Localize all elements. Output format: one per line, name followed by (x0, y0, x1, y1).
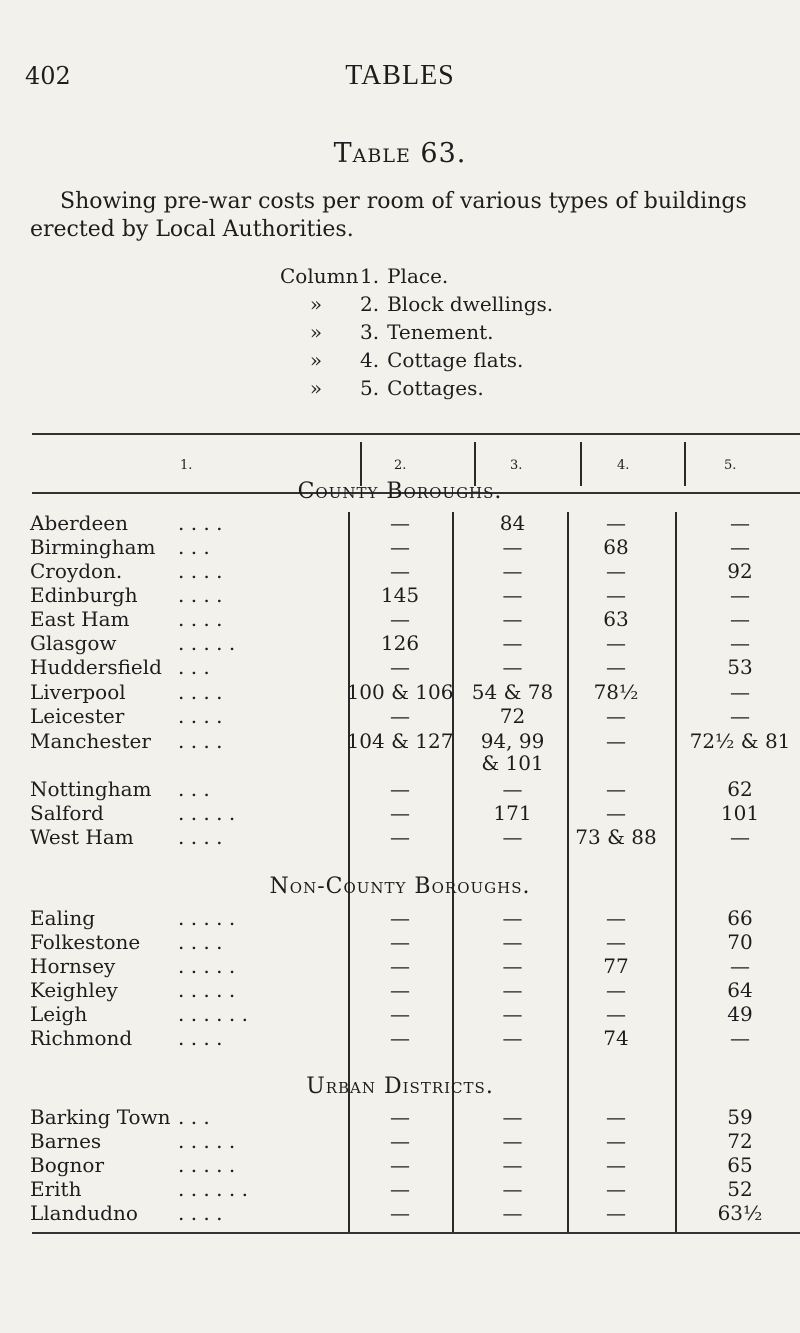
leader-dots: . . . . (178, 1026, 223, 1050)
cell-tenement: 54 & 78 (471, 680, 554, 704)
cell-tenement: — (502, 583, 523, 607)
table-row (0, 655, 800, 677)
cell-cottages: 63½ (717, 1201, 763, 1225)
place-name: Manchester (30, 729, 151, 753)
table-row (0, 1153, 800, 1175)
cell-cottages: — (730, 631, 750, 655)
cell-cottage-flats: — (606, 704, 626, 728)
legend-row (280, 290, 800, 318)
cell-cottage-flats: 77 (603, 954, 629, 978)
running-title: TABLES (345, 60, 455, 91)
place-name: West Ham (30, 825, 134, 849)
cell-tenement: — (502, 631, 523, 655)
legend-prefix: » (309, 376, 323, 400)
legend-number: 4. (360, 348, 380, 372)
cell-cottages: — (730, 704, 750, 728)
table-bottom-rule (32, 1232, 800, 1234)
place-name: Erith (30, 1177, 82, 1201)
legend-number: 1. (360, 264, 380, 288)
table-title: Table 63. (333, 138, 467, 169)
cell-tenement-continued: & 101 (481, 751, 544, 775)
table-row (0, 801, 800, 823)
cell-block-dwellings: — (390, 655, 410, 679)
table-row (0, 1105, 800, 1127)
table-row (0, 1026, 800, 1048)
cell-block-dwellings: 126 (380, 631, 420, 655)
place-name: Bognor (30, 1153, 105, 1177)
section-title-county-boroughs: County Boroughs. (297, 479, 503, 504)
legend-label: Tenement. (387, 320, 494, 344)
cell-tenement: — (502, 825, 523, 849)
leader-dots: . . . . (178, 607, 223, 631)
cell-tenement: — (502, 655, 523, 679)
cell-block-dwellings: — (390, 801, 410, 825)
cell-block-dwellings: 104 & 127 (346, 729, 454, 753)
cell-tenement: 84 (499, 511, 526, 535)
column-header-4: 4. (617, 458, 630, 473)
place-name: Aberdeen (30, 511, 128, 535)
cell-cottage-flats: — (606, 559, 626, 583)
cell-block-dwellings: — (390, 607, 410, 631)
cell-cottage-flats: — (606, 1177, 626, 1201)
leader-dots: . . . . (178, 729, 223, 753)
cell-cottage-flats: 73 & 88 (575, 825, 657, 849)
cell-cottage-flats: 74 (603, 1026, 629, 1050)
leader-dots: . . . . (178, 511, 223, 535)
column-legend (280, 262, 800, 402)
column-header-1: 1. (180, 458, 193, 473)
table-row (0, 704, 800, 726)
cell-cottage-flats: — (606, 583, 626, 607)
cell-block-dwellings: 145 (380, 583, 420, 607)
cell-block-dwellings: — (390, 511, 410, 535)
table-row (0, 906, 800, 928)
leader-dots: . . . (178, 1105, 210, 1129)
cell-tenement: — (502, 978, 523, 1002)
place-name: Leicester (30, 704, 125, 728)
table-row (0, 631, 800, 653)
table-row (0, 559, 800, 581)
cell-cottage-flats: — (606, 511, 626, 535)
cell-tenement: — (502, 930, 523, 954)
cell-cottages: 101 (720, 801, 760, 825)
cell-cottage-flats: — (606, 1129, 626, 1153)
place-name: Glasgow (30, 631, 117, 655)
cell-block-dwellings: — (390, 559, 410, 583)
cell-block-dwellings: — (390, 1129, 410, 1153)
cell-cottages: — (730, 954, 750, 978)
table-row (0, 825, 800, 847)
place-name: Folkestone (30, 930, 141, 954)
table-row (0, 954, 800, 976)
cell-tenement: — (502, 1177, 523, 1201)
table-top-rule (32, 433, 800, 435)
legend-number: 2. (360, 292, 380, 316)
place-name: Edinburgh (30, 583, 138, 607)
place-name: Richmond (30, 1026, 133, 1050)
description-text: Showing pre-war costs per room of various types of buildings erected by Local Authorities. (30, 189, 747, 242)
place-name: Huddersfield (30, 655, 162, 679)
leader-dots: . . . . . (178, 954, 236, 978)
table-row (0, 511, 800, 533)
legend-number: 5. (360, 376, 380, 400)
legend-prefix: Column (280, 264, 359, 288)
cell-block-dwellings: — (390, 1201, 410, 1225)
cell-block-dwellings: — (390, 535, 410, 559)
cell-cottages: — (730, 511, 750, 535)
place-name: Leigh (30, 1002, 88, 1026)
table-row (0, 978, 800, 1000)
cell-cottages: 72½ & 81 (689, 729, 791, 753)
place-name: Nottingham (30, 777, 152, 801)
cell-cottage-flats: — (606, 655, 626, 679)
cell-block-dwellings: — (390, 1105, 410, 1129)
cell-tenement: 171 (493, 801, 532, 825)
place-name: Birmingham (30, 535, 156, 559)
cell-tenement: — (502, 1002, 523, 1026)
cell-tenement: — (502, 1153, 523, 1177)
cell-cottages: 64 (727, 978, 753, 1002)
cell-cottages: 92 (727, 559, 753, 583)
table-row (0, 1201, 800, 1223)
cell-cottages: 66 (727, 906, 753, 930)
cell-tenement: — (502, 1026, 523, 1050)
cell-tenement: — (502, 777, 523, 801)
cell-cottage-flats: 63 (603, 607, 629, 631)
cell-cottages: — (730, 607, 750, 631)
place-name: Ealing (30, 906, 95, 930)
leader-dots: . . . . . (178, 631, 236, 655)
table-row (0, 930, 800, 952)
cell-tenement: 72 (499, 704, 526, 728)
cell-cottage-flats: 68 (603, 535, 629, 559)
cell-cottage-flats: — (606, 777, 626, 801)
cell-cottages: 65 (727, 1153, 753, 1177)
cell-tenement: 94, 99 (480, 729, 545, 753)
leader-dots: . . . (178, 535, 210, 559)
legend-prefix: » (309, 348, 323, 372)
table-row (0, 729, 800, 775)
leader-dots: . . . . (178, 825, 223, 849)
legend-number: 3. (360, 320, 380, 344)
cell-cottage-flats: — (606, 978, 626, 1002)
legend-label: Cottages. (387, 376, 484, 400)
legend-label: Block dwellings. (387, 292, 554, 316)
cell-cottages: 49 (727, 1002, 753, 1026)
cell-cottage-flats: — (606, 631, 626, 655)
section-title-urban-districts: Urban Districts. (306, 1074, 494, 1099)
cell-block-dwellings: 100 & 106 (346, 680, 454, 704)
cell-tenement: — (502, 1129, 523, 1153)
cell-block-dwellings: — (390, 1153, 410, 1177)
leader-dots: . . . . . (178, 906, 236, 930)
leader-dots: . . . . (178, 1201, 223, 1225)
leader-dots: . . . (178, 655, 210, 679)
cell-cottages: — (730, 1026, 750, 1050)
legend-label: Cottage flats. (387, 348, 524, 372)
leader-dots: . . . . . (178, 1153, 236, 1177)
place-name: Hornsey (30, 954, 116, 978)
place-name: Liverpool (30, 680, 126, 704)
column-header-3: 3. (510, 458, 523, 473)
cell-cottages: 53 (727, 655, 753, 679)
cell-tenement: — (502, 906, 523, 930)
cell-block-dwellings: — (390, 978, 410, 1002)
leader-dots: . . . . (178, 930, 223, 954)
cell-cottages: 52 (727, 1177, 753, 1201)
running-header (0, 62, 800, 98)
legend-label: Place. (387, 264, 449, 288)
legend-row (280, 374, 800, 402)
leader-dots: . . . . . . (178, 1177, 248, 1201)
cell-tenement: — (502, 559, 523, 583)
cell-block-dwellings: — (390, 704, 410, 728)
legend-row (280, 318, 800, 346)
cell-block-dwellings: — (390, 825, 410, 849)
cell-tenement: — (502, 954, 523, 978)
cell-tenement: — (502, 1105, 523, 1129)
cell-tenement: — (502, 607, 523, 631)
cell-tenement: — (502, 1201, 523, 1225)
cell-cottage-flats: — (606, 1105, 626, 1129)
place-name: Croydon. (30, 559, 123, 583)
leader-dots: . . . . (178, 583, 223, 607)
cell-block-dwellings: — (390, 1002, 410, 1026)
place-name: Barnes (30, 1129, 102, 1153)
cell-block-dwellings: — (390, 930, 410, 954)
cell-cottage-flats: — (606, 729, 626, 753)
table-row (0, 1129, 800, 1151)
leader-dots: . . . . . . (178, 1002, 248, 1026)
legend-row (280, 346, 800, 374)
legend-prefix: » (309, 292, 323, 316)
leader-dots: . . . . . (178, 1129, 236, 1153)
legend-prefix: » (309, 320, 323, 344)
leader-dots: . . . . . (178, 978, 236, 1002)
place-name: Keighley (30, 978, 118, 1002)
cell-block-dwellings: — (390, 954, 410, 978)
legend-row (280, 262, 800, 290)
leader-dots: . . . . (178, 704, 223, 728)
section-title-non-county-boroughs: Non-County Boroughs. (269, 874, 531, 899)
cell-cottage-flats: — (606, 1002, 626, 1026)
cell-tenement: — (502, 535, 523, 559)
cell-block-dwellings: — (390, 906, 410, 930)
cell-cottage-flats: — (606, 1153, 626, 1177)
cell-cottage-flats: — (606, 801, 626, 825)
table-row (0, 777, 800, 799)
leader-dots: . . . . (178, 559, 223, 583)
column-header-5: 5. (724, 458, 737, 473)
table-row (0, 680, 800, 702)
leader-dots: . . . . . (178, 801, 236, 825)
table-row (0, 1002, 800, 1024)
table-row (0, 583, 800, 605)
cell-cottages: 62 (727, 777, 753, 801)
cell-cottage-flats: — (606, 906, 626, 930)
cell-cottages: — (730, 680, 750, 704)
cell-cottages: 72 (727, 1129, 753, 1153)
cell-cottage-flats: — (606, 1201, 626, 1225)
cell-block-dwellings: — (390, 1177, 410, 1201)
place-name: Llandudno (30, 1201, 138, 1225)
cell-cottages: 59 (727, 1105, 753, 1129)
leader-dots: . . . . (178, 680, 223, 704)
table-row (0, 535, 800, 557)
place-name: East Ham (30, 607, 130, 631)
leader-dots: . . . (178, 777, 210, 801)
cell-cottages: — (730, 583, 750, 607)
table-row (0, 607, 800, 629)
cell-block-dwellings: — (390, 1026, 410, 1050)
cell-block-dwellings: — (390, 777, 410, 801)
place-name: Salford (30, 801, 104, 825)
table-row (0, 1177, 800, 1199)
cell-cottage-flats: 78½ (593, 680, 639, 704)
table-description (30, 188, 790, 244)
cell-cottages: — (730, 825, 750, 849)
cell-cottages: 70 (727, 930, 753, 954)
cell-cottage-flats: — (606, 930, 626, 954)
column-header-2: 2. (394, 458, 407, 473)
page-number: 402 (25, 62, 71, 90)
place-name: Barking Town (30, 1105, 171, 1129)
cell-cottages: — (730, 535, 750, 559)
